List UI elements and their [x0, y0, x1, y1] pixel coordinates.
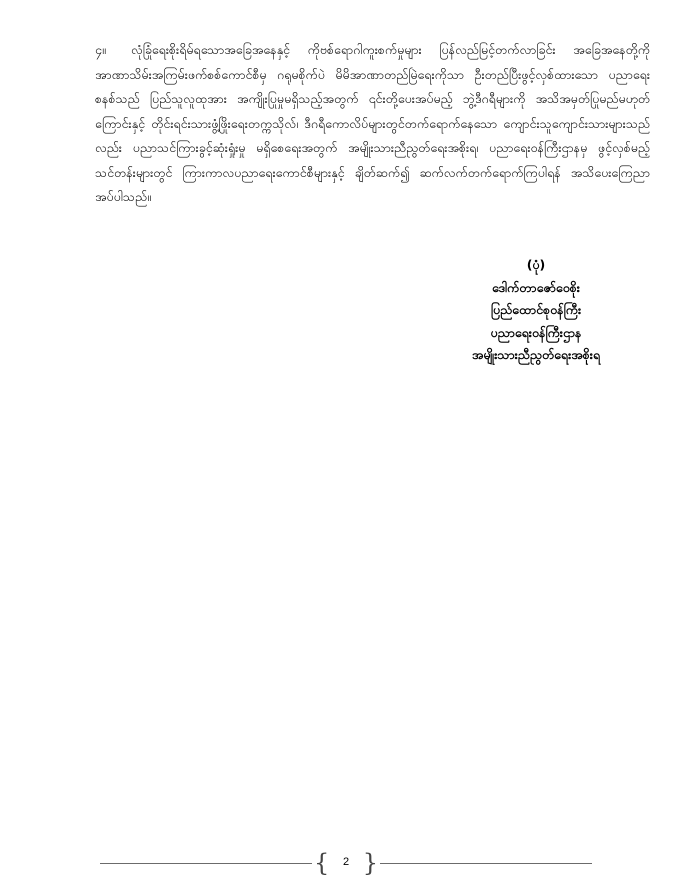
footer-divider-left: [100, 863, 312, 864]
signatory-title: ပြည်ထောင်စုဝန်ကြီး: [490, 302, 582, 317]
page-footer: [100, 848, 592, 878]
signatory-ministry: ပညာရေးဝန်ကြီးဌာန: [490, 324, 582, 340]
signature-block: [446, 254, 626, 367]
footer-divider-right: [380, 863, 592, 864]
paragraph-number: ၄။: [95, 42, 106, 57]
page-number: 2: [342, 856, 350, 868]
paragraph-text: လုံခြုံရေးစိုးရိမ်ရသောအခြေအနေနှင့် ကိုဗစ်ရောဂါကူးစက်မှုများ ပြန်လည်မြင့်တက်လာခြင်း အခြေအနေတို့ကို အာဏာသိမ်းအကြမ်းဖက်စစ်ကောင်စီမှ ဂရုမစိုက်ပဲ မိမိအာဏာတည်မြဲရေးကိုသာ ဦးတည်ပြီးဖွင့်လှစ်ထားသော ပညာရေးစနစ်သည် ပြည်သူလူထုအား အကျိုးပြုမှုမရှိသည့်အတွက် ၎င်းတို့ပေးအပ်မည့် ဘွဲ့ဒီဂရီများကို အသိအမှတ်ပြုမည်မဟုတ်ကြောင်းနှင့် တိုင်းရင်းသားဖွံ့ဖြိုးရေးတက္ကသိုလ်၊ ဒီဂရီကောလိပ်များတွင်တက်ရောက်နေသော ကျောင်းသူကျောင်းသားများသည်လည်း ပညာသင်ကြားခွင့်ဆုံးရှုံးမှု မရှိစေရေးအတွက် အမျိုးသားညီညွတ်ရေးအစိုးရ၊ ပညာရေးဝန်ကြီးဌာနမှ ဖွင့်လှစ်မည့်သင်တန်းများတွင် ကြားကာလပညာရေးကောင်စီများနှင့် ချိတ်ဆက်၍ ဆက်လက်တက်ရောက်ကြပါရန် အသိပေးကြေညာအပ်ပါသည်။: [95, 42, 650, 204]
page-number-box: [314, 849, 378, 877]
announcement-paragraph: [95, 38, 650, 210]
left-brace-icon: {: [314, 849, 330, 877]
signatory-government: အမျိုးသားညီညွတ်ရေးအစိုးရ: [471, 347, 601, 362]
signature-mark: (ပုံ): [526, 257, 546, 272]
signatory-name: ဒေါက်တာဇော်ဝေစိုး: [492, 279, 580, 295]
right-brace-icon: }: [362, 849, 378, 877]
